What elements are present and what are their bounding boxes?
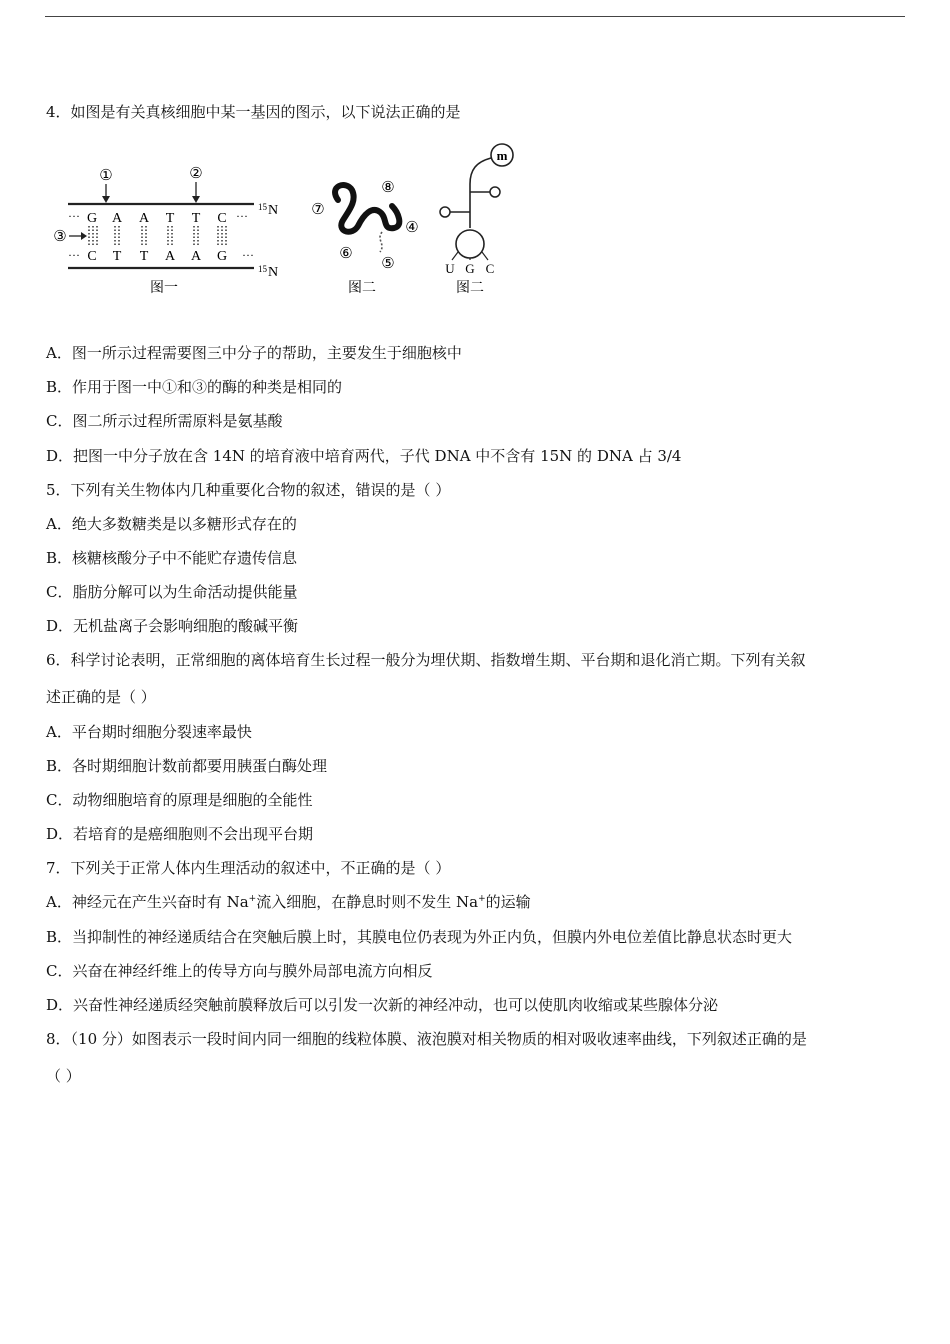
marker-6: ⑥	[339, 246, 353, 262]
q7-option-c: C．兴奋在神经纤维上的传导方向与膜外局部电流方向相反	[46, 962, 433, 980]
fig1-caption: 图一	[150, 281, 178, 296]
q4-stem: 4．如图是有关真核细胞中某一基因的图示，以下说法正确的是	[46, 103, 461, 121]
marker-4: ④	[405, 220, 419, 236]
base-bottom: A	[164, 249, 176, 264]
top-strand	[87, 211, 227, 226]
q7-stem: 7．下列关于正常人体内生理活动的叙述中，不正确的是（ ）	[46, 859, 451, 877]
q4-option-a: A．图一所示过程需要图三中分子的帮助，主要发生于细胞核中	[46, 344, 462, 362]
q4-figure	[46, 140, 526, 300]
isotope-sup: 15	[258, 202, 267, 212]
q6-stem-line1: 6．科学讨论表明，正常细胞的离体培育生长过程一般分为埋伏期、指数增生期、平台期和退化消亡期。下列有关叙	[46, 651, 806, 669]
q7-option-a-post: 的运输	[485, 893, 531, 911]
q5-option-b: B．核糖核酸分子中不能贮存遗传信息	[46, 549, 298, 567]
q4-option-b: B．作用于图一中①和③的酶的种类是相同的	[46, 378, 343, 396]
svg-text:···: ···	[242, 248, 254, 262]
marker-8: ⑧	[381, 180, 395, 196]
q7-option-d: D．兴奋性神经递质经突触前膜释放后可以引发一次新的神经冲动，也可以使肌肉收缩或某些腺体分泌	[46, 996, 719, 1014]
base-top: T	[165, 211, 175, 226]
q7-option-a-pre: A．神经元在产生兴奋时有 Na	[46, 893, 249, 911]
sodium-charge: +	[248, 894, 257, 904]
q6-stem-line2: 述正确的是（ ）	[46, 688, 156, 706]
isotope-n: N	[268, 203, 279, 218]
base-bottom: G	[216, 249, 228, 264]
anticodon-base: G	[465, 261, 475, 276]
base-bottom: C	[87, 249, 97, 264]
marker-3: ③	[53, 229, 67, 245]
svg-text:15: 15	[258, 264, 267, 274]
q8-stem-line1: 8．（10 分）如图表示一段时间内同一细胞的线粒体膜、液泡膜对相关物质的相对吸收速率曲线，下列叙述正确的是	[46, 1030, 807, 1048]
q8-stem-line2: （ ）	[46, 1067, 81, 1085]
q6-option-b: B．各时期细胞计数前都要用胰蛋白酶处理	[46, 757, 328, 775]
base-top: G	[86, 211, 98, 226]
base-bottom: T	[112, 249, 122, 264]
anticodon-base: U	[445, 261, 455, 276]
base-top: A	[138, 211, 150, 226]
base-top: A	[111, 211, 123, 226]
marker-7: ⑦	[311, 202, 325, 218]
header-rule	[45, 16, 905, 17]
q4-option-d: D．把图一中分子放在含 14N 的培育液中培育两代，子代 DNA 中不含有 15N 的 DNA 占 3/4	[46, 447, 682, 465]
base-bottom: T	[139, 249, 149, 264]
q7-option-a-mid: 流入细胞，在静息时则不发生 Na	[256, 893, 479, 911]
q7-option-a	[46, 892, 531, 912]
q5-option-c: C．脂肪分解可以为生命活动提供能量	[46, 583, 298, 601]
marker-2: ②	[189, 166, 203, 182]
base-top: C	[217, 211, 227, 226]
dna-diagram	[46, 140, 526, 300]
svg-text:N: N	[268, 265, 279, 280]
trna-m-label: m	[496, 148, 508, 163]
bottom-strand	[87, 249, 227, 264]
q6-option-d: D．若培育的是癌细胞则不会出现平台期	[46, 825, 314, 843]
base-top: T	[191, 211, 201, 226]
svg-text:···: ···	[68, 248, 80, 262]
svg-text:···: ···	[68, 209, 80, 223]
q6-option-c: C．动物细胞培育的原理是细胞的全能性	[46, 791, 313, 809]
marker-5: ⑤	[381, 256, 395, 272]
hydrogen-bonds	[89, 226, 226, 246]
q5-option-a: A．绝大多数糖类是以多糖形式存在的	[46, 515, 297, 533]
base-bottom: A	[190, 249, 202, 264]
fig2-caption: 图二	[348, 281, 376, 296]
svg-text:···: ···	[236, 209, 248, 223]
anticodon-base: C	[485, 261, 495, 276]
q7-option-b: B．当抑制性的神经递质结合在突触后膜上时，其膜电位仍表现为外正内负，但膜内外电位差值比静息状态时更大	[46, 928, 793, 946]
fig3-caption: 图二	[456, 281, 484, 296]
q5-stem: 5．下列有关生物体内几种重要化合物的叙述，错误的是（ ）	[46, 481, 451, 499]
q5-option-d: D．无机盐离子会影响细胞的酸碱平衡	[46, 617, 299, 635]
q4-option-c: C．图二所示过程所需原料是氨基酸	[46, 412, 283, 430]
sodium-charge: +	[478, 894, 486, 904]
marker-1: ①	[99, 168, 113, 184]
q6-option-a: A．平台期时细胞分裂速率最快	[46, 723, 252, 741]
